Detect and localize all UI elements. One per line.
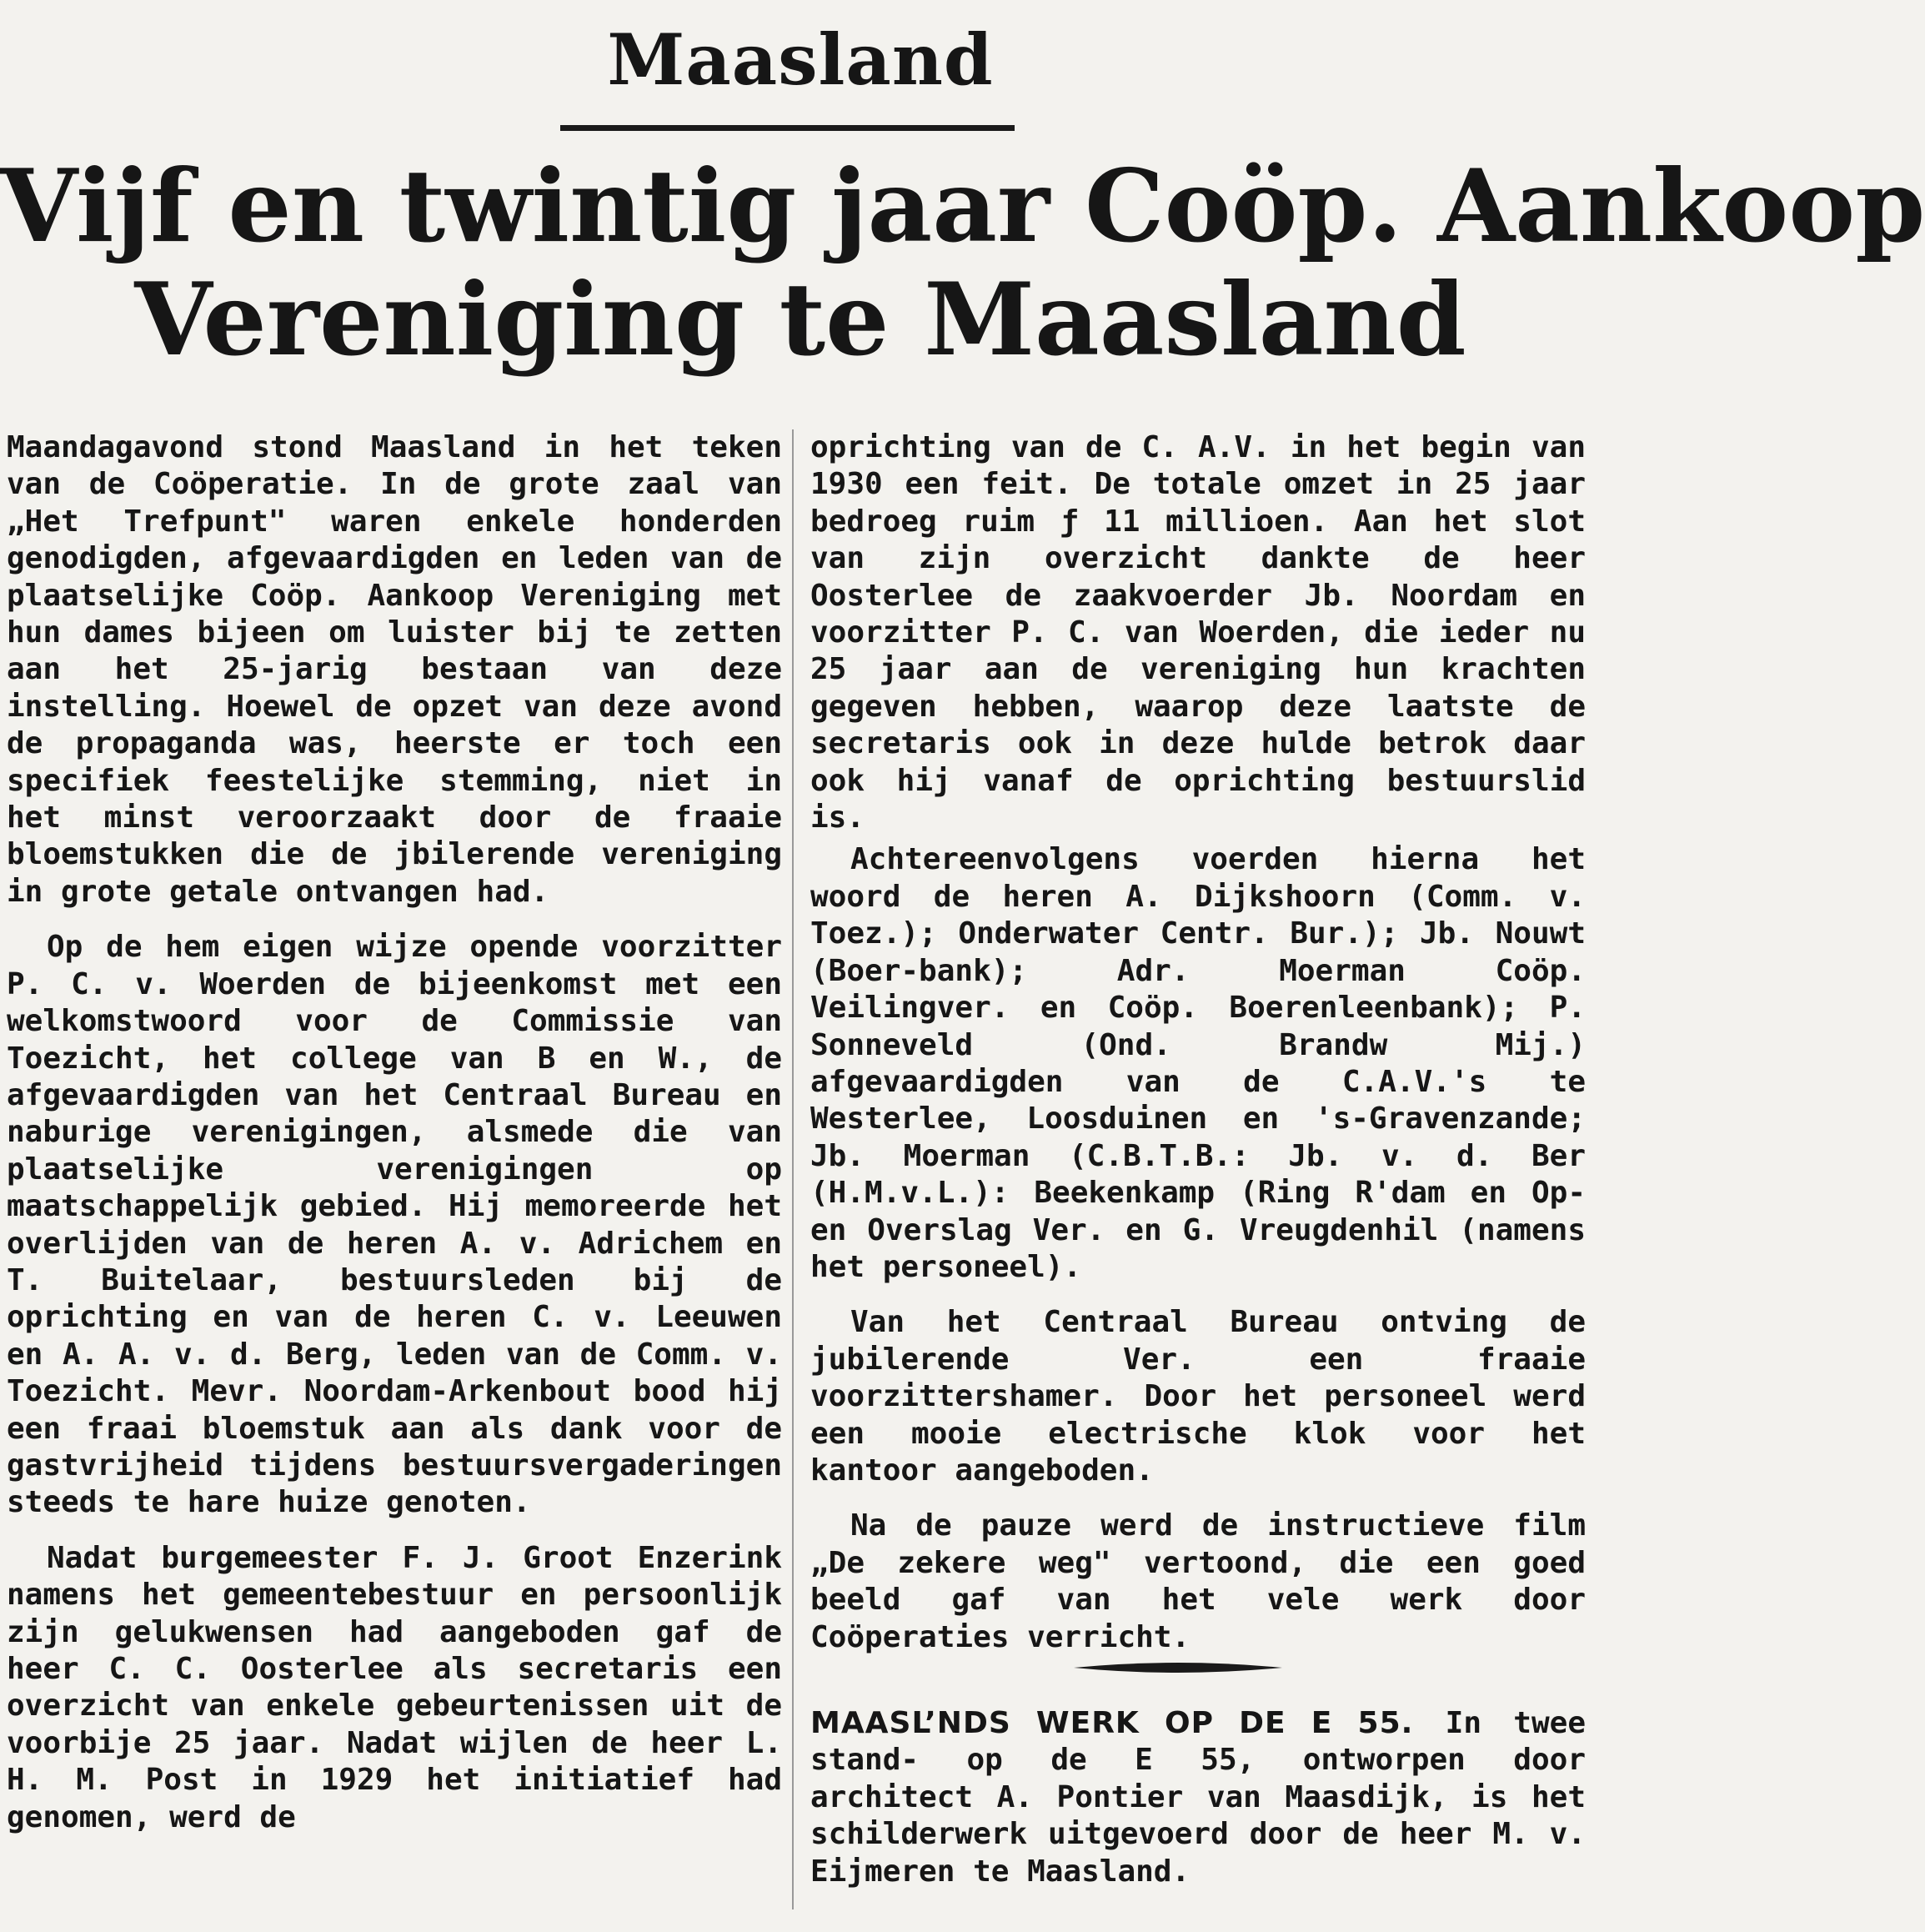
title-rule — [560, 125, 1015, 131]
right-paragraph-1: oprichting van de C. A.V. in het begin van 1930 een feit. De totale omzet in 25 jaar bedroeg ruim ƒ 11 millioen. Aan het slot van zijn overzicht dankte de heer Oosterlee de zaakvoerder Jb. Noordam en voorzitter P. C. van Woerden, die ieder nu 25 jaar aan de vereniging hun krachten gegeven hebben, waarop deze laatste de secretaris ook in deze hulde betrok daar ook hij vanaf de oprichting bestuurslid is. — [810, 430, 1586, 836]
headline-line-1: Vijf en twintig jaar Coöp. Aankoop — [0, 148, 1925, 265]
right-column — [810, 429, 1586, 1674]
short-news-item — [810, 1705, 1586, 1890]
ornament-divider-icon — [1074, 1658, 1282, 1678]
right-paragraph-2: Achtereenvolgens voerden hierna het woord de heren A. Dijkshoorn (Comm. v. Toez.); Onderwater Centr. Bur.); Jb. Nouwt (Boer-bank); Adr. Moerman Coöp. Veilingver. en Coöp. Boerenleenbank); P. Sonneveld (Ond. Brandw Mij.) afgevaardigden van de C.A.V.'s te Westerlee, Loosduinen en 's-Gravenzande; Jb. Moerman (C.B.T.B.: Jb. v. d. Ber (H.M.v.L.): Beekenkamp (Ring R'dam en Op- en Overslag Ver. en G. Vreugdenhil (namens het personeel). — [810, 842, 1586, 1284]
left-paragraph-1: Maandagavond stond Maasland in het teken van de Coöperatie. In de grote zaal van „Het Trefpunt" waren enkele honderden genodigden, afgevaardigden en leden van de plaatselijke Coöp. Aankoop Vereniging met hun dames bijeen om luister bij te zetten aan het 25-jarig bestaan van deze instelling. Hoewel de opzet van deze avond de propaganda was, heerste er toch een specifiek feestelijke stemming, niet in het minst veroorzaakt door de fraaie bloemstukken die de jbilerende vereniging in grote getale ontvangen had. — [7, 430, 782, 909]
right-paragraph-3: Van het Centraal Bureau ontving de jubilerende Ver. een fraaie voorzittershamer. Door het personeel werd een mooie electrische klok voor het kantoor aangeboden. — [810, 1305, 1586, 1488]
column-divider — [792, 429, 794, 1909]
section-title: Maasland — [607, 18, 994, 101]
short-item-body: In twee stand- op de E 55, ontworpen door architect A. Pontier van Maasdijk, is het schilderwerk uitgevoerd door de heer M. v. Eijmeren te Maasland. — [810, 1706, 1586, 1889]
left-paragraph-2: Op de hem eigen wijze opende voorzitter P. C. v. Woerden de bijeenkomst met een welkomstwoord voor de Commissie van Toezicht, het college van B en W., de afgevaardigden van het Centraal Bureau en naburige verenigingen, alsmede die van plaatselijke verenigingen op maatschappelijk gebied. Hij memoreerde het overlijden van de heren A. v. Adrichem en T. Buitelaar, bestuursleden bij de oprichting en van de heren C. v. Leeuwen en A. A. v. d. Berg, leden van de Comm. v. Toezicht. Mevr. Noordam-Arkenbout bood hij een fraai bloemstuk aan als dank voor de gastvrijheid tijdens bestuursvergaderingen steeds te hare huize genoten. — [7, 930, 782, 1520]
left-paragraph-3: Nadat burgemeester F. J. Groot Enzerink namens het gemeentebestuur en persoonlijk zijn gelukwensen had aangeboden gaf de heer C. C. Oosterlee als secretaris een overzicht van enkele gebeurtenissen uit de voorbije 25 jaar. Nadat wijlen de heer L. H. M. Post in 1929 het initiatief had genomen, werd de — [7, 1540, 782, 1834]
article-headline — [0, 148, 1925, 379]
short-item-heading: MAASL’NDS WERK OP DE E 55. — [810, 1706, 1414, 1740]
right-paragraph-4: Na de pauze werd de instructieve film „De zekere weg" vertoond, die een goed beeld gaf van het vele werk door Coöperaties verricht. — [810, 1508, 1586, 1654]
left-column — [7, 429, 782, 1854]
headline-line-2: Vereniging te Maasland — [134, 261, 1466, 379]
